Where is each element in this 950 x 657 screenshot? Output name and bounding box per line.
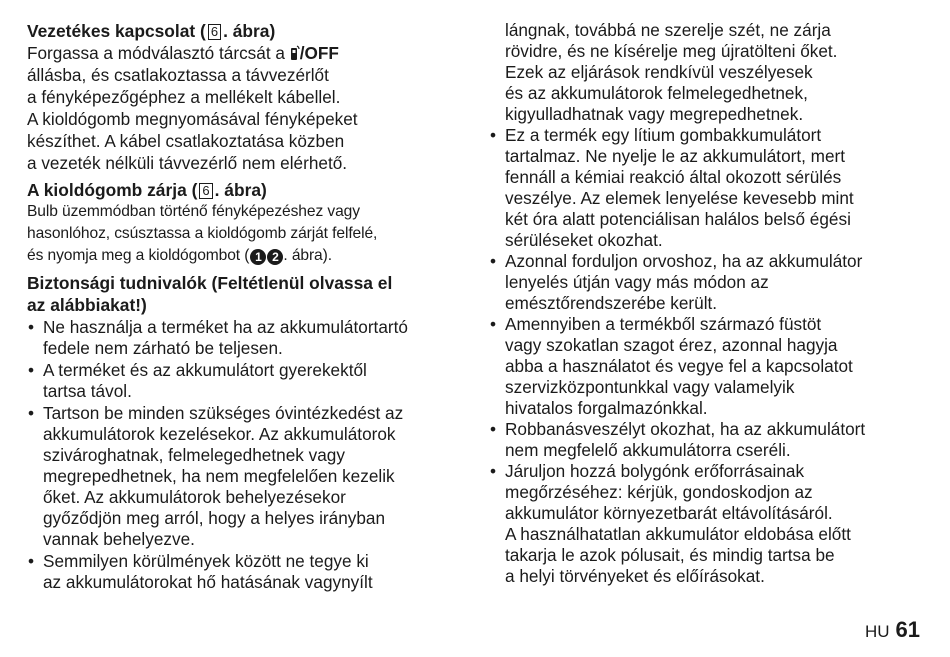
bullet-line: megőrzéséhez: kérjük, gondoskodjon az <box>505 482 813 502</box>
section-title-safety-cont: az alábbiakat!) <box>27 295 147 315</box>
paragraph-line: A kioldógomb megnyomásával fényképeket <box>27 109 358 129</box>
bullet-line: • Amennyiben a termékből származó füstöt <box>490 314 822 334</box>
bullet-dot: • <box>28 317 35 337</box>
wireless-remote-icon <box>290 42 300 64</box>
step-2-circle: 2 <box>267 249 283 265</box>
page-number: 61 <box>895 617 920 642</box>
figure-ref-box: 6 <box>208 24 221 40</box>
bullet-dot: • <box>490 314 497 334</box>
bullet-line: lenyelés útján vagy más módon az <box>505 272 769 292</box>
bullet-line: • Semmilyen körülmények között ne tegye ki <box>28 551 369 571</box>
bullet-line: fennáll a kémiai reakció által okozott sérülés <box>505 167 842 187</box>
bullet-dot: • <box>28 551 35 571</box>
continuation-line: és az akkumulátorok felmelegedhetnek, <box>505 83 808 103</box>
bullet-line: győződjön meg arról, hogy a helyes irányban <box>43 508 386 528</box>
bullet-line: őket. Az akkumulátorok behelyezésekor <box>43 487 346 507</box>
bullet-line: • Azonnal forduljon orvoshoz, ha az akkumulátor <box>490 251 863 271</box>
section-title-wired-connection: Vezetékes kapcsolat ( 6 . ábra) <box>27 21 276 41</box>
bullet-line: vannak behelyezve. <box>43 529 195 549</box>
bullet-dot: • <box>490 419 497 439</box>
step-1-circle: 1 <box>250 249 266 265</box>
bullet-line: abba a használatot és vegye fel a kapcsolatot <box>505 356 853 376</box>
bullet-line: nem megfelelő akkumulátorra cseréli. <box>505 440 791 460</box>
bullet-dot: • <box>28 403 35 423</box>
bullet-line: A használhatatlan akkumulátor eldobása előtt <box>505 524 851 544</box>
bullet-line: emésztőrendszerébe került. <box>505 293 718 313</box>
bullet-line: fedele nem zárható be teljesen. <box>43 338 283 358</box>
right-column <box>489 20 929 587</box>
bullet-line: • Ez a termék egy lítium gombakkumulátort <box>490 125 822 145</box>
bullet-line: tartsa távol. <box>43 381 132 401</box>
left-column <box>27 20 467 593</box>
continuation-line: rövidre, és ne kísérelje meg újratölteni őket. <box>505 41 838 61</box>
figure-ref-box: 6 <box>199 183 212 199</box>
paragraph-line: és nyomja meg a kioldógombot ( 1 2 . ábra). <box>27 247 332 264</box>
section-title-release-lock: A kioldógomb zárja ( 6 . ábra) <box>27 180 267 200</box>
bullet-line: • Ne használja a terméket ha az akkumulátortartó <box>28 317 408 337</box>
paragraph-line: a fényképezőgéphez a mellékelt kábellel. <box>27 87 341 107</box>
paragraph-line: hasonlóhoz, csúsztassa a kioldógomb zárját felfelé, <box>27 225 378 242</box>
bullet-line: • Járuljon hozzá bolygónk erőforrásainak <box>490 461 805 481</box>
bullet-line: • Robbanásveszélyt okozhat, ha az akkumulátort <box>490 419 866 439</box>
bullet-dot: • <box>490 461 497 481</box>
section-title-safety: Biztonsági tudnivalók (Feltétlenül olvassa el <box>27 273 393 293</box>
continuation-line: lángnak, továbbá ne szerelje szét, ne zárja <box>505 20 831 40</box>
bullet-line: tartalmaz. Ne nyelje le az akkumulátort, mert <box>505 146 846 166</box>
bullet-line: • A terméket és az akkumulátort gyerekektől <box>28 360 367 380</box>
bullet-line: az akkumulátorokat hő hatásának vagynyílt <box>43 572 373 592</box>
bullet-line: hivatalos forgalmazónkkal. <box>505 398 708 418</box>
bullet-line: szervizközpontunkkal vagy valamelyik <box>505 377 795 397</box>
bullet-line: takarja le azok pólusait, és mindig tartsa be <box>505 545 835 565</box>
continuation-line: kigyulladhatnak vagy megrepedhetnek. <box>505 104 804 124</box>
paragraph-line: készíthet. A kábel csatlakoztatása közben <box>27 131 345 151</box>
continuation-line: Ezek az eljárások rendkívül veszélyesek <box>505 62 813 82</box>
bullet-dot: • <box>28 360 35 380</box>
paragraph-line: a vezeték nélküli távvezérlő nem elérhető. <box>27 153 348 173</box>
paragraph-line: Bulb üzemmódban történő fényképezéshez vagy <box>27 203 360 220</box>
bullet-line: megrepedhetnek, ha nem megfelelően kezelik <box>43 466 395 486</box>
bullet-line: két óra alatt potenciálisan halálos belső égési <box>505 209 851 229</box>
bullet-line: veszélye. Az elemek lenyelése kevesebb mint <box>505 188 854 208</box>
bullet-line: akkumulátor környezetbarát eltávolításáról. <box>505 503 833 523</box>
bullet-line: akkumulátorok kezelésekor. Az akkumulátorok <box>43 424 396 444</box>
bullet-line: • Tartson be minden szükséges óvintézkedést az <box>28 403 404 423</box>
paragraph-line: állásba, és csatlakoztassa a távvezérlőt <box>27 65 329 85</box>
bullet-dot: • <box>490 251 497 271</box>
paragraph-line: Forgassa a módválasztó tárcsát a /OFF <box>27 43 339 63</box>
page-footer <box>865 617 920 643</box>
bullet-line: sérüléseket okozhat. <box>505 230 663 250</box>
bullet-line: a helyi törvényeket és előírásokat. <box>505 566 765 586</box>
bullet-dot: • <box>490 125 497 145</box>
bullet-line: vagy szokatlan szagot érez, azonnal hagyja <box>505 335 838 355</box>
bullet-line: szivároghatnak, felmelegedhetnek vagy <box>43 445 345 465</box>
language-code: HU <box>864 622 890 641</box>
